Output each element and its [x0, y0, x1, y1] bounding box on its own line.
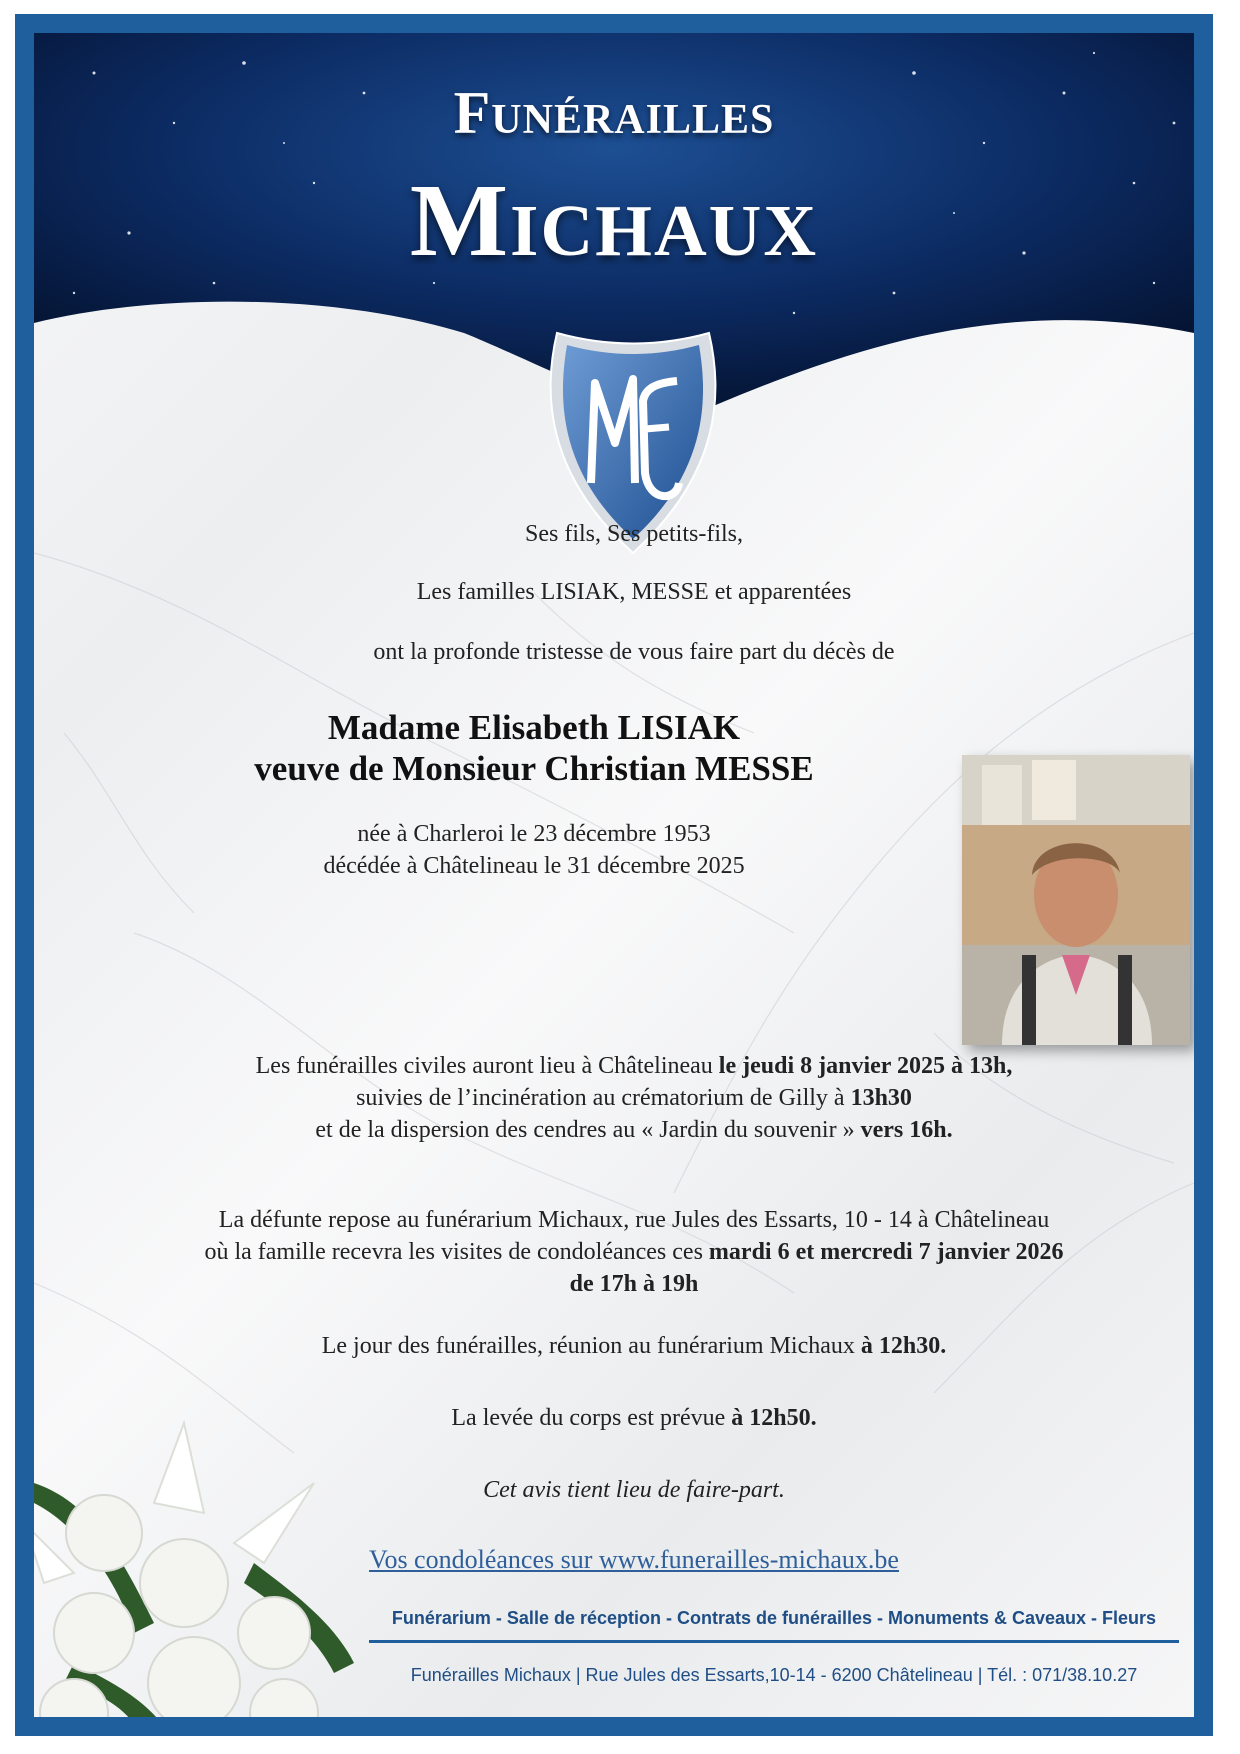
deceased-name: Madame Elisabeth LISIAK: [327, 708, 741, 747]
meeting-line: Le jour des funérailles, réunion au funérarium Michaux à 12h30.: [321, 1333, 947, 1359]
spouse-line: veuve de Monsieur Christian MESSE: [254, 749, 814, 788]
repose-line-1: La défunte repose au funérarium Michaux, rue Jules des Essarts, 10 - 14 à Châtelineau: [218, 1207, 1050, 1233]
birth-line: née à Charleroi le 23 décembre 1953: [357, 821, 711, 847]
visiting-hours: de 17h à 19h: [569, 1271, 699, 1297]
services-list: Funérarium - Salle de réception - Contrats de funérailles - Monuments & Caveaux - Fleurs: [391, 1608, 1157, 1628]
condolences-link[interactable]: Vos condoléances sur www.funerailles-michaux.be: [369, 1545, 899, 1574]
white-flowers-image: [34, 1363, 354, 1736]
announcement-line: ont la profonde tristesse de vous faire part du décès de: [373, 639, 895, 665]
faire-part-note: Cet avis tient lieu de faire-part.: [483, 1477, 785, 1503]
contact-address: Funérailles Michaux | Rue Jules des Essarts,10-14 - 6200 Châtelineau | Tél. : 071/38.10.27: [410, 1665, 1138, 1685]
family-line-2: Les familles LISIAK, MESSE et apparentées: [416, 579, 852, 605]
brand-top-text: Funérailles: [453, 80, 775, 146]
death-line: décédée à Châtelineau le 31 décembre 2025: [323, 853, 745, 879]
brand-main-text: Michaux: [409, 163, 819, 278]
notice-frame: [15, 14, 1213, 1736]
repose-line-2: où la famille recevra les visites de condoléances ces mardi 6 et mercredi 7 janvier 2026: [204, 1239, 1064, 1265]
footer-divider: [369, 1640, 1179, 1643]
funeral-line-3: et de la dispersion des cendres au « Jardin du souvenir » vers 16h.: [315, 1117, 953, 1143]
levee-line: La levée du corps est prévue à 12h50.: [451, 1405, 817, 1431]
funeral-line-1: Les funérailles civiles auront lieu à Châtelineau le jeudi 8 janvier 2025 à 13h,: [255, 1053, 1013, 1079]
family-line-1: Ses fils, Ses petits-fils,: [524, 521, 743, 547]
portrait-image: [962, 755, 1190, 1045]
deceased-photo: [962, 755, 1190, 1045]
funeral-line-2: suivies de l’incinération au crématorium de Gilly à 13h30: [356, 1085, 912, 1111]
